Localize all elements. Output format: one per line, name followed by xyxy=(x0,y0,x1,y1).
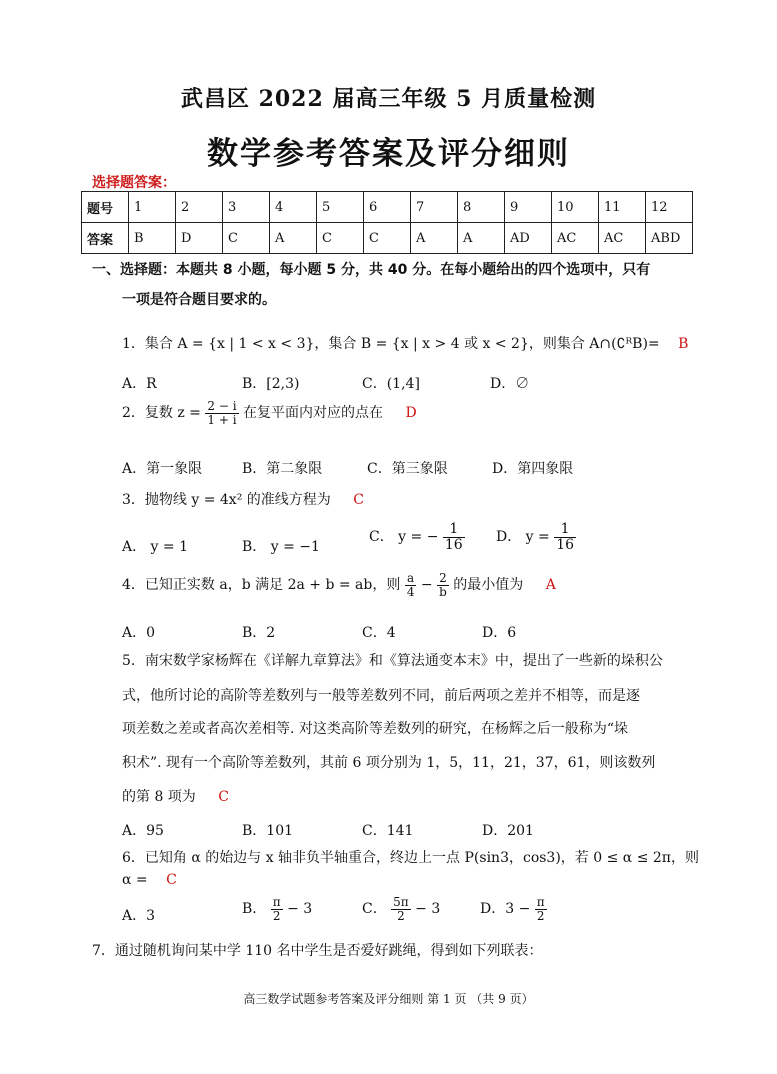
option-c: C． $\frac{5\pi}{2}$ − 3 xyxy=(362,895,441,923)
answer-mark: C xyxy=(166,872,177,888)
table-cell: 8 xyxy=(458,192,505,223)
table-cell: C xyxy=(364,223,411,254)
option-b: B．101 xyxy=(242,823,294,839)
table-row-numbers xyxy=(82,192,693,223)
table-cell: 1 xyxy=(129,192,176,223)
question-4: 4．已知正实数 a，b 满足 2a + b = ab，则 $\frac{a}{4}$ − $\frac{2}{b}$ 的最小值为 A xyxy=(122,571,556,599)
question-5-line: 5．南宋数学家杨辉在《详解九章算法》和《算法通变本末》中，提出了一些新的垛积公 xyxy=(122,653,663,669)
answer-mark: B xyxy=(678,336,689,352)
question-7: 7．通过随机询问某中学 110 名中学生是否爱好跳绳，得到如下列联表： xyxy=(92,943,543,959)
question-5-line: 积术”. 现有一个高阶等差数列，其前 6 项分别为 1，5，11，21，37，61，则该数列 xyxy=(122,755,656,771)
answer-mark: C xyxy=(218,789,229,805)
fraction: $\frac{a}{4}$ xyxy=(406,571,415,599)
question-text: 2．复数 z = xyxy=(122,405,201,422)
option-b: B．第二象限 xyxy=(242,461,323,477)
question-3 xyxy=(122,489,364,509)
table-cell: C xyxy=(223,223,270,254)
option-b: B．2 xyxy=(242,625,276,641)
question-text: 的最小值为 xyxy=(453,577,524,594)
option-d: D．∅ xyxy=(490,376,530,392)
option-d: D．6 xyxy=(482,625,517,641)
question-text: 1．集合 A = {x | 1 < x < 3}，集合 B = {x | x > 4 或 x < 2}，则集合 A∩(∁ᴿB)= xyxy=(122,336,660,352)
table-cell: 2 xyxy=(176,192,223,223)
table-cell: AC xyxy=(552,223,599,254)
question-5-line: 式，他所讨论的高阶等差数列与一般等差数列不同，前后两项之差并不相等，而是逐 xyxy=(122,688,640,704)
answer-mark: D xyxy=(405,405,417,422)
option-c: C．(1,4] xyxy=(362,376,420,392)
fraction: $\frac{5\pi}{2}$ xyxy=(393,895,409,923)
fraction: $\frac{1}{16}$ xyxy=(444,521,463,553)
table-cell: 10 xyxy=(552,192,599,223)
option-a: A．第一象限 xyxy=(122,461,203,477)
question-6: 6．已知角 α 的始边与 x 轴非负半轴重合，终边上一点 P(sin3，cos3)，若 0 ≤ α ≤ 2π，则 xyxy=(122,850,699,866)
fraction: $\frac{\pi}{2}$ xyxy=(272,895,281,923)
exam-title: 武昌区 2022 届高三年级 5 月质量检测 xyxy=(180,86,597,112)
option-d: D． y = $\frac{1}{16}$ xyxy=(496,521,575,553)
fraction: $\frac{2}{b}$ xyxy=(439,571,447,599)
table-cell: 11 xyxy=(599,192,646,223)
table-cell: 5 xyxy=(317,192,364,223)
option-b: B．[2,3) xyxy=(242,376,300,392)
document-title: 数学参考答案及评分细则 xyxy=(207,136,570,172)
option-a: A．0 xyxy=(122,625,156,641)
fraction: $\frac{1}{16}$ xyxy=(556,521,575,553)
page-footer: 高三数学试题参考答案及评分细则 第 1 页 （共 9 页） xyxy=(243,992,534,1006)
table-cell: D xyxy=(176,223,223,254)
question-text: 在复平面内对应的点在 xyxy=(242,405,383,422)
fraction: $\frac{2 - i}{1 + i}$ xyxy=(207,399,237,427)
answer-table xyxy=(81,191,693,254)
answer-table-label: 选择题答案： xyxy=(92,175,176,191)
table-header-answer: 答案 xyxy=(82,223,129,254)
option-b: B． y = −1 xyxy=(242,539,320,555)
table-cell: 3 xyxy=(223,192,270,223)
question-5-line: 的第 8 项为 C xyxy=(122,789,229,805)
option-c: C．141 xyxy=(362,823,414,839)
option-a: A．3 xyxy=(122,908,156,924)
table-cell: ABD xyxy=(646,223,693,254)
question-2 xyxy=(122,400,417,426)
question-6-line2: α = C xyxy=(122,872,177,888)
option-d: D．第四象限 xyxy=(492,461,574,477)
question-text: 4．已知正实数 a，b 满足 2a + b = ab，则 xyxy=(122,577,401,594)
option-d: D．3 − $\frac{\pi}{2}$ xyxy=(480,895,545,923)
question-5-line: 项差数之差或者高次差相等. 对这类高阶等差数列的研究，在杨辉之后一般称为“垛 xyxy=(122,721,629,737)
table-header-number: 题号 xyxy=(82,192,129,223)
question-1 xyxy=(122,333,688,353)
table-cell: 7 xyxy=(411,192,458,223)
table-cell: AC xyxy=(599,223,646,254)
table-cell: 4 xyxy=(270,192,317,223)
table-cell: B xyxy=(129,223,176,254)
fraction: $\frac{\pi}{2}$ xyxy=(536,895,545,923)
option-b: B． $\frac{\pi}{2}$ − 3 xyxy=(242,895,313,923)
section-heading: 一、选择题：本题共 8 小题，每小题 5 分，共 40 分。在每小题给出的四个选项中，只有 xyxy=(92,262,651,278)
option-c: C．4 xyxy=(362,625,396,641)
option-d: D．201 xyxy=(482,823,534,839)
table-cell: A xyxy=(411,223,458,254)
table-row-answers xyxy=(82,223,693,254)
table-cell: A xyxy=(458,223,505,254)
answer-mark: C xyxy=(353,492,364,508)
answer-mark: A xyxy=(545,577,556,594)
table-cell: 6 xyxy=(364,192,411,223)
option-c: C． y = − $\frac{1}{16}$ xyxy=(369,521,463,553)
table-cell: AD xyxy=(505,223,552,254)
table-cell: 9 xyxy=(505,192,552,223)
section-heading-cont: 一项是符合题目要求的。 xyxy=(122,292,276,308)
option-a: A． y = 1 xyxy=(122,539,189,555)
question-text: 3．抛物线 y = 4x² 的准线方程为 xyxy=(122,492,331,508)
table-cell: 12 xyxy=(646,192,693,223)
option-a: A．95 xyxy=(122,823,164,839)
option-c: C．第三象限 xyxy=(367,461,448,477)
table-cell: C xyxy=(317,223,364,254)
table-cell: A xyxy=(270,223,317,254)
option-a: A．R xyxy=(122,376,157,392)
